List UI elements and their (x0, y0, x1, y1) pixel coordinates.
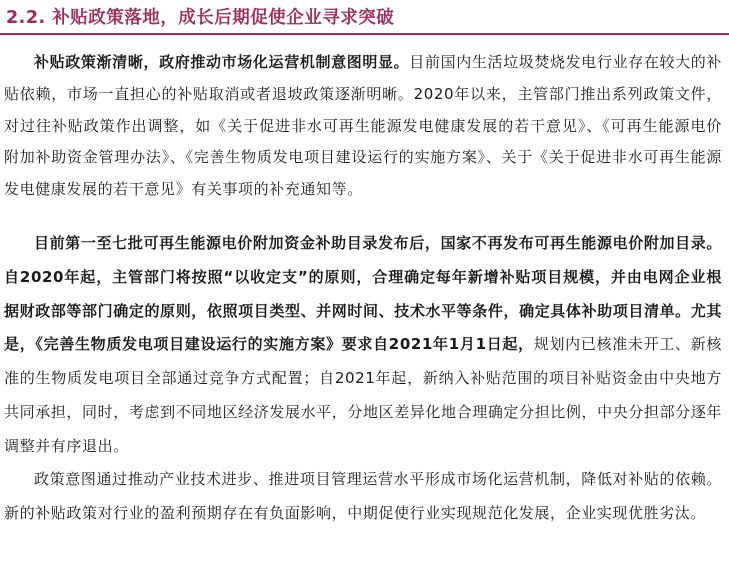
paragraph-lead: 目前第一至七批可再生能源电价附加资金补助目录发布后，国家不再发布可再生能源电价附加目录。自2020年起，主管部门将按照“以收定支”的原则，合理确定每年新增补贴项目规模，并由电网企业根据财政部等部门确定的原则，依照项目类型、并网时间、技术水平等条件，确定具体补助项目清单。尤其是，《完善生物质发电项目建设运行的实施方案》要求自2021年1月1日起， (4, 234, 722, 354)
paragraph-body: 目前国内生活垃圾焚烧发电行业存在较大的补贴依赖，市场一直担心的补贴取消或者退坡政策逐渐明晰。2020年以来，主管部门推出系列政策文件，对过往补贴政策作出调整，如《关于促进非水可再生能源发电健康发展的若干意见》、《可再生能源电价附加补助资金管理办法》、《完善生物质发电项目建设运行的实施方案》、关于《关于促进非水可再生能源发电健康发展的若干意见》有关事项的补充通知等。 (4, 53, 722, 199)
paragraph-body: 政策意图通过推动产业技术进步、推进项目管理运营水平形成市场化运营机制，降低对补贴的依赖。新的补贴政策对行业的盈利预期存在有负面影响，中期促使行业实现规范化发展，企业实现优胜劣汰。 (4, 470, 722, 522)
section-heading (6, 4, 394, 32)
paragraph-policy-intent (4, 463, 722, 530)
section-number: 2.2. (6, 8, 46, 28)
section-title: 补贴政策落地，成长后期促使企业寻求突破 (52, 8, 395, 28)
paragraph-subsidy-catalog (4, 227, 722, 464)
paragraph-subsidy-policy (4, 47, 722, 206)
paragraph-lead: 补贴政策渐清晰，政府推动市场化运营机制意图明显。 (34, 53, 410, 71)
heading-divider (0, 33, 729, 35)
paragraph-body: 规划内已核准未开工、新核准的生物质发电项目全部通过竞争方式配置；自2021年起，新纳入补贴范围的项目补贴资金由中央地方共同承担，同时，考虑到不同地区经济发展水平，分地区差异化地合理确定分担比例，中央分担部分逐年调整并有序退出。 (4, 335, 722, 455)
